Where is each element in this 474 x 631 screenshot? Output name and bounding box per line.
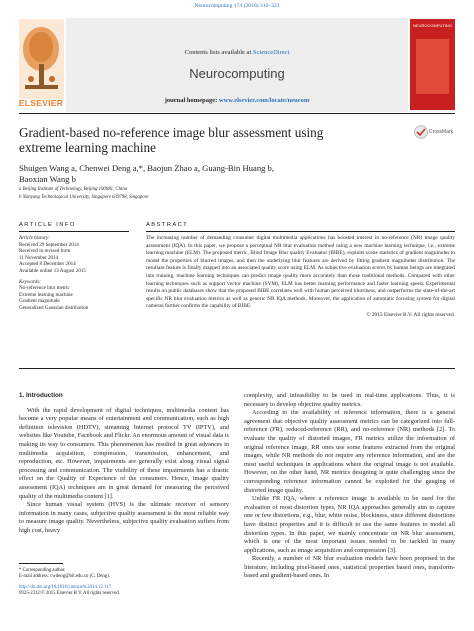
article-info-rule [19, 231, 129, 232]
article-title: Gradient-based no-reference image blur assessment using extreme learning machine [19, 125, 324, 155]
section-heading: 1. Introduction [19, 392, 63, 399]
history-line: Received 29 September 2014 [19, 241, 79, 248]
homepage-prefix: journal homepage: [164, 97, 219, 104]
abstract-panel [146, 235, 455, 320]
abstract-text: The increasing number of demanding consumer digital multimedia applications has boosted interest in no-reference (NR) image quality assessment (IQA). In this paper, we propose a perceptual NR blur evaluation method using a new machine learning technique, i.e., extreme learning machine (ELM). The proposed metric, Blind Image Blur quality Evaluator (BIBE), exploits scene statistics of gradient magnitudes to model the properties of blurred images, and then the underlying blur features are derived by fitting gradient magnitudes distribution. The resultant feature is finally mapped into an associated quality score using ELM. As subjective evaluation scores by human beings are integrated into training, machine learning techniques can predict image quality more accurately than those traditional methods. Compared with other learning techniques such as support vector machine (SVM), ELM has better learning performance and faster learning speed. Experimental results on public databases show that the proposed BIBE correlates well with human perceived blurriness, and outperforms the state-of-the-art specific NR blur evaluation metrics as well as generic NR IQA methods. Moreover, the application of automatic focusing system for digital cameras further confirms the capability of BIBE. [146, 235, 455, 310]
history-label: Article history: [19, 235, 50, 241]
authors-line-1: Shuigen Wang a, Chenwei Deng a,*, Baojun Zhao a, Guang-Bin Huang b, [19, 163, 275, 173]
affiliation-a: a Beijing Institute of Technology, Beijing 100081, China [19, 187, 128, 192]
homepage-line [66, 97, 408, 104]
contents-line [66, 49, 408, 56]
issn-line: 0925-2312/© 2015 Elsevier B.V. All rights reserved. [19, 591, 120, 597]
right-column [244, 392, 455, 581]
abstract-rule [146, 231, 455, 232]
header-rule [19, 113, 455, 114]
crossmark-label: CrossMark [429, 129, 454, 135]
body-paragraph: Recently, a number of NR blur evaluation models have been proposed in the literature, including pixel-based ones, statistical properties based ones, transform-based and gradient-based ones. In [244, 555, 455, 580]
abstract-bottom-rule [19, 368, 455, 369]
keywords-label: Keywords: [19, 278, 41, 285]
left-column [19, 392, 229, 536]
journal-citation[interactable]: Neurocomputing 174 (2016) 310–323 [194, 3, 280, 9]
footnote-rule [19, 563, 63, 564]
keyword: No-reference blur metric [19, 285, 70, 292]
article-info-heading: ARTICLE INFO [19, 222, 76, 228]
abstract-copyright: © 2015 Elsevier B.V. All rights reserved. [366, 311, 455, 318]
cover-title: NEUROCOMPUTING [413, 23, 452, 28]
body-paragraph: With the rapid development of digital techniques, multimedia content has become a very popular means of entertainment and communication, such as high definition television (HDTV), streaming Internet protocol TV (IPTV), and websites like Youtube, Facebook and Flickr. An enormous amount of visual data is making its way to consumers. This phenomenon has resulted in great advances in multimedia acquisition, compression, transmission, enhancement, and reproduction, etc. However, impairments are generally exist along visual signal processing and communication. The visibility of these impairments has a drastic effect on the Quality of Experience of the consumers. Hence, image quality assessment (IQA) techniques are in great demand for measuring the perceived quality of the multimedia content [1]. [19, 406, 229, 500]
history-line: 11 November 2014 [19, 254, 59, 261]
history-line: Accepted 8 December 2014 [19, 261, 76, 268]
author-list [19, 163, 349, 185]
footnote-email[interactable]: E-mail address: cwdeng@bit.edu.cn (C. Deng). [19, 574, 111, 580]
affiliation-b: b Nanyang Technological University, Singapore 639798, Singapore [19, 195, 149, 200]
journal-name: Neurocomputing [189, 66, 285, 81]
body-paragraph: Since human visual system (HVS) is the ultimate receiver of sensory information in many cases, subjective quality assessment is the most reliable way to measure image quality. Nevertheless, subjective quality evaluation suffers from high cost, heavy [19, 501, 229, 534]
contents-prefix: Contents lists available at [184, 49, 253, 56]
affiliations [19, 186, 319, 202]
keyword: Gradient magnitude [19, 298, 60, 305]
history-line: Received in revised form [19, 248, 71, 255]
abstract-heading: ABSTRACT [146, 222, 189, 228]
crossmark-badge[interactable] [414, 125, 428, 144]
body-paragraph: According to the availability of reference information, there is a general agreement that objective quality assessment metrics can be categorized into full-reference (FR), reduced-reference (RR), and no-reference (NR) methods [2]. To evaluate the quality of distorted images, FR metrics utilize the information of original reference image, RR ones use some features extracted from the original images, while NR methods do not require any reference information, and are the most useful techniques in applications where the original image is not available. However, on the other hand, NR metrics designing is quite challenging since the corresponding reference information cannot be exploited for the gauging of distorted image quality. [244, 409, 455, 494]
keyword: Generalized Gaussian distribution [19, 304, 89, 311]
history-line: Available online 13 August 2015 [19, 267, 86, 274]
crossmark-icon [414, 125, 428, 139]
authors-line-2: Baoxian Wang b [19, 174, 76, 184]
homepage-link[interactable]: www.elsevier.com/locate/neucom [218, 97, 310, 104]
doi-link[interactable]: http://dx.doi.org/10.1016/j.neucom.2014.12.117 [19, 584, 112, 590]
body-paragraph: complexity, and infeasibility to be used in real-time applications. Thus, it is necessary to develop objective quality metrics. [244, 392, 455, 408]
footnotes [19, 568, 224, 598]
body-paragraph: Unlike FR IQA, where a reference image is available to be used for the evaluation of most distortion types, NR IQA approaches generally aim to capture one or few distortions, e.g., blur, white noise, blockiness, since different distortions have distinct properties and it is difficult to use the same features to model all distortion types. In this paper, we mainly concentrate on NR blur assessment, which is one of the most important issues needed to be tackled in many applications, such as image acquisition and compression [3]. [244, 495, 455, 554]
elsevier-tree-logo [19, 19, 64, 110]
keyword: Extreme learning machine [19, 291, 73, 298]
sciencedirect-link[interactable]: ScienceDirect [252, 49, 290, 56]
publisher-logo-text: ELSEVIER [18, 98, 64, 108]
article-info-panel [19, 235, 129, 312]
journal-cover-image [410, 19, 455, 110]
footnote-corresponding: * Corresponding author. [19, 568, 66, 573]
